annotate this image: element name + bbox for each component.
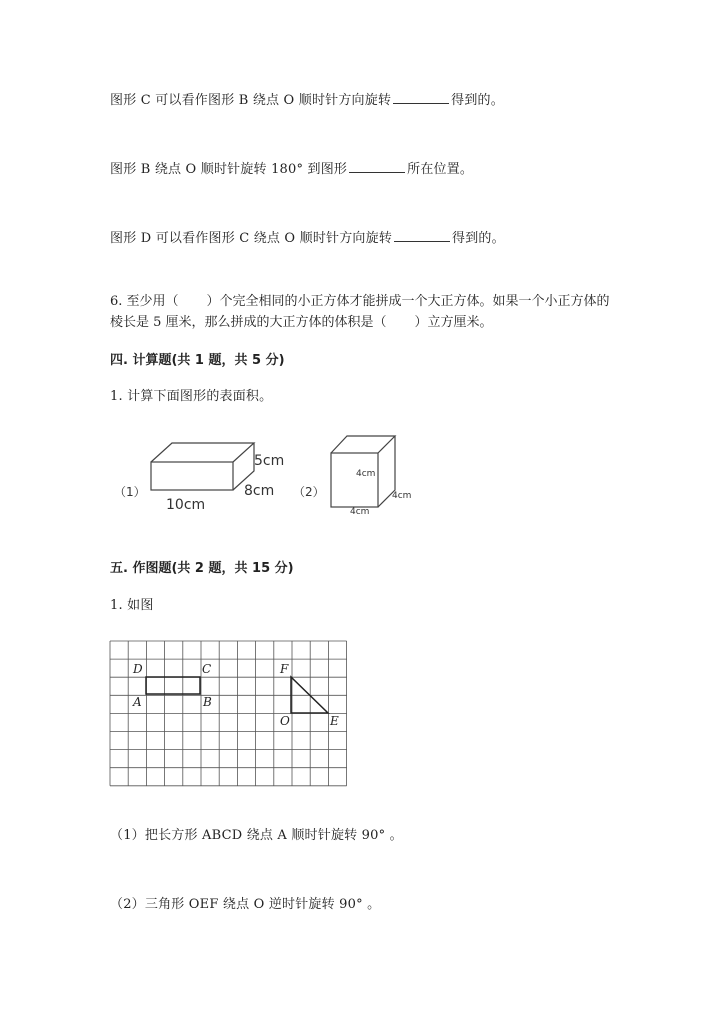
question-6 bbox=[110, 291, 615, 333]
surface-area-figures bbox=[0, 420, 720, 530]
question-text: 得到的。 bbox=[451, 93, 504, 108]
answer-blank[interactable] bbox=[393, 91, 449, 104]
cuboid-top-face bbox=[151, 443, 254, 462]
cube-side-label: 4cm bbox=[392, 491, 412, 501]
question-text: 图形 C 可以看作图形 B 绕点 O 顺时针方向旋转 bbox=[110, 93, 392, 108]
question-text: 图形 D 可以看作图形 C 绕点 O 顺时针方向旋转 bbox=[110, 231, 393, 246]
point-f-label: F bbox=[280, 662, 289, 676]
question-text: 图形 B 绕点 O 顺时针旋转 180° 到图形 bbox=[110, 162, 348, 177]
section-5-heading: 五. 作图题(共 2 题，共 15 分) bbox=[110, 561, 294, 576]
cuboid-front-face bbox=[151, 462, 233, 490]
rotation-grid bbox=[0, 630, 720, 795]
rotation-question-3 bbox=[110, 227, 505, 246]
section-4-question: 1. 计算下面图形的表面积。 bbox=[110, 389, 273, 404]
point-c-label: C bbox=[202, 662, 212, 676]
question-text: ）个完全相同的小正方体才能拼成一个大正方体。如果一个小正方体的棱长是 5 厘米，那么拼成的大正方体的体积是（ bbox=[110, 294, 610, 330]
task-2: （2）三角形 OEF 绕点 O 逆时针旋转 90° 。 bbox=[110, 897, 381, 912]
cube-front-label: 4cm bbox=[356, 469, 376, 479]
cuboid-height-label: 5cm bbox=[254, 453, 285, 469]
cube-bottom-label: 4cm bbox=[350, 507, 370, 517]
figure-1-label: （1） bbox=[114, 485, 146, 499]
section-4-heading: 四. 计算题(共 1 题，共 5 分) bbox=[110, 353, 285, 368]
point-d-label: D bbox=[133, 662, 143, 676]
answer-blank[interactable] bbox=[349, 160, 405, 173]
cuboid-length-label: 10cm bbox=[166, 497, 206, 513]
section-5-question: 1. 如图 bbox=[110, 598, 154, 613]
rotation-question-2 bbox=[110, 158, 473, 177]
question-text: 得到的。 bbox=[452, 231, 505, 246]
cube-top-face bbox=[331, 436, 395, 453]
figure-2-label: （2） bbox=[293, 485, 325, 499]
point-a-label: A bbox=[133, 695, 142, 709]
task-1: （1）把长方形 ABCD 绕点 A 顺时针旋转 90° 。 bbox=[110, 828, 403, 843]
cube-front-face bbox=[331, 453, 378, 507]
answer-blank[interactable] bbox=[394, 229, 450, 242]
cuboid-figure bbox=[151, 443, 254, 490]
rotation-question-1 bbox=[110, 89, 504, 108]
point-o-label: O bbox=[280, 714, 290, 728]
point-b-label: B bbox=[203, 695, 212, 709]
question-text: ）立方厘米。 bbox=[414, 315, 493, 330]
question-text: 所在位置。 bbox=[407, 162, 474, 177]
cuboid-width-label: 8cm bbox=[244, 483, 275, 499]
rectangle-abcd bbox=[146, 677, 200, 694]
question-text: 6. 至少用（ bbox=[110, 294, 179, 309]
point-e-label: E bbox=[330, 714, 339, 728]
